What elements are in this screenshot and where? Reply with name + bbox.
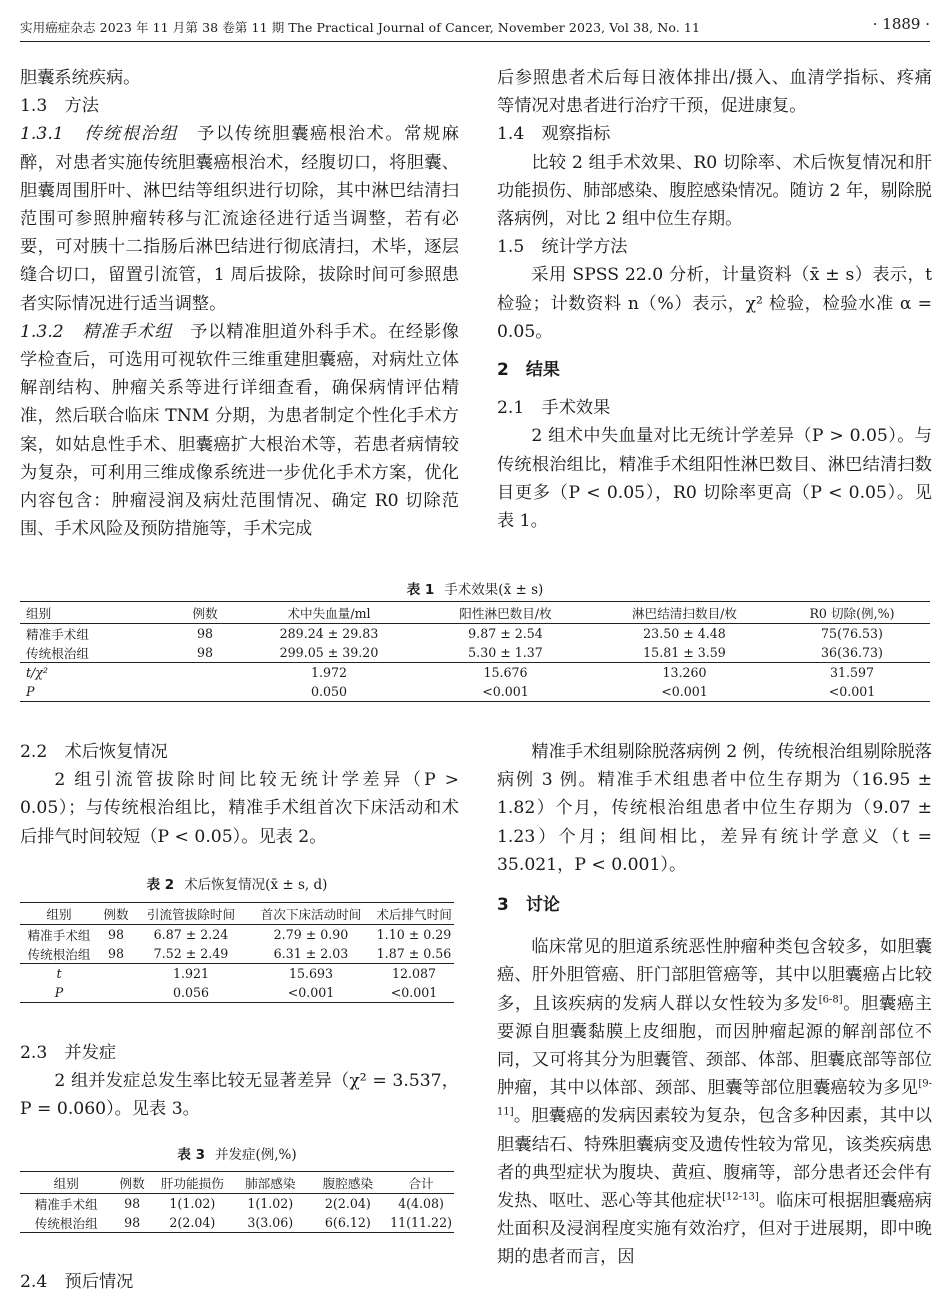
column-header: 肝功能损伤 [152, 1172, 233, 1194]
paragraph-continuation: 后参照患者术后每日液体排出/摄入、血清学指标、疼痛等情况对患者进行治疗干预，促进康复。 [497, 68, 932, 117]
column-header: 阳性淋巴数目/枚 [416, 602, 595, 624]
table-cell: 精准手术组 [26, 627, 89, 642]
discussion-text-d: 。临床可根据胆囊癌病灶面积及浸润程度实施有效治疗，但对于进展期，即中晚期的患者而言，因 [497, 1191, 932, 1268]
table-cell: 7.52 ± 2.49 [153, 946, 229, 961]
column-header: 肺部感染 [233, 1172, 308, 1194]
column-header: 首次下床活动时间 [248, 903, 374, 925]
table-row [20, 1194, 454, 1214]
left-column-bottom [20, 738, 459, 851]
running-header [0, 0, 950, 44]
text-continuation: 胆囊系统疾病。 [20, 68, 141, 88]
table-row [20, 964, 454, 984]
table-cell: 9.87 ± 2.54 [468, 626, 543, 641]
header-rule [20, 41, 930, 42]
subheading-1-3-2: 1.3.2 精准手术组 [20, 321, 173, 342]
table-cell: <0.001 [774, 682, 930, 702]
page-number: · 1889 · [872, 15, 930, 33]
table-cell: 98 [196, 645, 214, 660]
table-cell: 11(11.22) [388, 1213, 454, 1233]
table-1-caption [20, 578, 930, 598]
heading-1-4: 1.4 观察指标 [497, 124, 611, 145]
table-cell: 6.87 ± 2.24 [153, 927, 229, 942]
table-cell: 299.05 ± 39.20 [279, 645, 379, 660]
subheading-1-3-1: 1.3.1 传统根治组 [20, 124, 179, 145]
heading-2-3: 2.3 并发症 [20, 1043, 117, 1063]
table-2-caption [20, 873, 454, 893]
column-header: 组别 [20, 903, 98, 925]
table-cell: 36(36.73) [821, 645, 883, 660]
discussion-text-b: 。胆囊癌主要源自胆囊黏膜上皮细胞，而因肿瘤起源的解剖部位不同，又可将其分为胆囊管、颈部、体部、胆囊底部等部位肿瘤，其中以体部、颈部、胆囊等部位胆囊癌较为多见 [497, 993, 932, 1099]
table-cell: 1.87 ± 0.56 [376, 946, 452, 961]
column-header: 例数 [112, 1172, 151, 1194]
heading-1-5: 1.5 统计学方法 [497, 237, 628, 258]
citation-6-8: [6-8] [818, 993, 843, 1005]
column-header: 淋巴结清扫数目/枚 [595, 602, 774, 624]
table-cell: 传统根治组 [20, 1213, 112, 1233]
table-1-title: 手术效果(x̄ ± s) [444, 582, 544, 598]
paragraph-2-3: 2 组并发症总发生率比较无显著差异（χ² = 3.537，P = 0.060）。见表 3。 [20, 1071, 459, 1120]
table-cell: 23.50 ± 4.48 [643, 626, 726, 641]
table-cell: 2.79 ± 0.90 [273, 927, 349, 942]
table-cell: 传统根治组 [27, 947, 91, 962]
left-column-top [20, 64, 459, 543]
table-cell: <0.001 [374, 983, 454, 1003]
table-3-caption [20, 1143, 454, 1163]
table-row [20, 663, 930, 683]
table-cell: 2(2.04) [152, 1213, 233, 1233]
table-cell: 289.24 ± 29.83 [279, 626, 379, 641]
paragraph-2-2: 2 组引流管拔除时间比较无统计学差异（P > 0.05）；与传统根治组比，精准手术组首次下床活动和术后排气时间较短（P < 0.05）。见表 2。 [20, 770, 459, 847]
heading-2-4: 2.4 预后情况 [20, 1272, 134, 1292]
column-header: 术后排气时间 [374, 903, 454, 925]
table-row [20, 925, 454, 945]
table-cell: 31.597 [774, 663, 930, 683]
table-2 [20, 902, 454, 1003]
section-1-3-1 [20, 120, 459, 317]
paragraph-3 [497, 933, 932, 1271]
table-cell: 98 [107, 927, 125, 942]
table-cell: 4(4.08) [398, 1196, 444, 1211]
discussion-text-a: 临床常见的胆道系统恶性肿瘤种类包含较多，如胆囊癌、肝外胆管癌、肝门部胆管癌等，其中以胆囊癌占比较多，且该疾病的发病人群以女性较为多发 [497, 937, 932, 1014]
discussion-text-c: 。胆囊癌的发病因素较为复杂，包含多种因素，其中以胆囊结石、特殊胆囊病变及遗传性较为常见，该类疾病患者的典型症状为腹块、黄疸、腹痛等，部分患者还会伴有发热、呕吐、恶心等其他症状 [497, 1106, 932, 1212]
table-cell [168, 663, 242, 683]
table-cell: 3(3.06) [233, 1213, 308, 1233]
right-column-bottom [497, 738, 932, 1272]
table-cell: 精准手术组 [27, 928, 91, 943]
table-cell: t [20, 964, 98, 984]
table-row [20, 682, 930, 702]
column-header: R0 切除(例,%) [774, 602, 930, 624]
table-cell [98, 983, 134, 1003]
table-header-row [20, 1172, 454, 1194]
heading-2-1: 2.1 手术效果 [497, 398, 611, 419]
table-cell: <0.001 [595, 682, 774, 702]
table-cell [98, 964, 134, 984]
table-cell: 5.30 ± 1.37 [468, 645, 543, 660]
column-header: 例数 [168, 602, 242, 624]
table-cell: P [20, 983, 98, 1003]
column-header: 组别 [20, 602, 168, 624]
table-2-title: 术后恢复情况(x̄ ± s, d) [184, 877, 328, 893]
journal-citation: 实用癌症杂志 2023 年 11 月第 38 卷第 11 期 The Practical Journal of Cancer, November 2023, Vol 38, No. 11 [20, 20, 701, 35]
left-column-prognosis [20, 1268, 459, 1296]
heading-1-3: 1.3 方法 [20, 96, 99, 117]
heading-2: 2 结果 [497, 360, 560, 381]
heading-2-2: 2.2 术后恢复情况 [20, 742, 168, 762]
table-cell: 6(6.12) [308, 1213, 388, 1233]
table-cell: 6.31 ± 2.03 [273, 946, 349, 961]
table-cell: 15.81 ± 3.59 [643, 645, 726, 660]
table-cell: <0.001 [248, 983, 374, 1003]
table-cell: 传统根治组 [26, 646, 89, 661]
table-3 [20, 1171, 454, 1233]
table-cell: 13.260 [595, 663, 774, 683]
column-header: 术中失血量/ml [242, 602, 416, 624]
left-column-complications [20, 1039, 459, 1124]
table-cell: 12.087 [374, 964, 454, 984]
citation-12-13: [12-13] [722, 1191, 759, 1203]
column-header: 例数 [98, 903, 134, 925]
table-cell: 0.050 [242, 682, 416, 702]
column-header: 腹腔感染 [308, 1172, 388, 1194]
table-cell: 1(1.02) [247, 1196, 294, 1211]
table-cell: 98 [196, 626, 214, 641]
table-cell: 精准手术组 [34, 1197, 98, 1212]
table-header-row [20, 903, 454, 925]
table-cell: 1.972 [242, 663, 416, 683]
paragraph-2-1: 2 组术中失血量对比无统计学差异（P > 0.05）。与传统根治组比，精准手术组阳性淋巴数目、淋巴结清扫数目更多（P < 0.05），R0 切除率更高（P < 0.05）。见表 1。 [497, 426, 932, 532]
table-cell: t/χ² [20, 663, 168, 683]
table-row [20, 944, 454, 964]
table-cell: 98 [107, 946, 125, 961]
right-column-top [497, 64, 932, 535]
paragraph-2-4: 精准手术组剔除脱落病例 2 例，传统根治组剔除脱落病例 3 例。精准手术组患者中位生存期为（16.95 ± 1.82）个月，传统根治组患者中位生存期为（9.07 ± 1.23）个月；组间相比，差异有统计学意义（t = 35.021，P < 0.001）。 [497, 742, 932, 875]
table-header-row [20, 602, 930, 624]
column-header: 合计 [388, 1172, 454, 1194]
paragraph-1-4: 比较 2 组手术效果、R0 切除率、术后恢复情况和肝功能损伤、肺部感染、腹腔感染情况。随访 2 年，剔除脱落病例，对比 2 组中位生存期。 [497, 152, 932, 230]
table-3-label: 表 3 [177, 1147, 205, 1163]
table-cell [168, 682, 242, 702]
paragraph-1-3-2: 予以精准胆道外科手术。在经影像学检查后，可选用可视软件三维重建胆囊癌，对病灶立体解剖结构、肿瘤关系等进行详细查看，确保病情评估精准，然后联合临床 TNM 分期，为患者制定个性化手术方案，如姑息性手术、胆囊癌扩大根治术等，若患者病情较为复杂，可利用三维成像系统进一步优化手术方案，优化内容包含：肿瘤浸润及病灶范围情况、确定 R0 切除范围、手术风险及预防措施等，手术完成 [20, 321, 459, 540]
table-cell: 1(1.02) [169, 1196, 216, 1211]
table-cell: 75(76.53) [821, 626, 883, 641]
heading-3: 3 讨论 [497, 895, 560, 916]
table-1 [20, 601, 930, 702]
paragraph-1-5: 采用 SPSS 22.0 分析，计量资料（x̄ ± s）表示，t 检验；计数资料 n（%）表示，χ² 检验，检验水准 α = 0.05。 [497, 265, 932, 342]
table-cell: 98 [112, 1213, 151, 1233]
table-row [20, 1213, 454, 1233]
table-cell: 15.676 [416, 663, 595, 683]
table-row [20, 624, 930, 644]
table-1-label: 表 1 [406, 582, 435, 598]
table-cell: 98 [124, 1196, 141, 1211]
section-1-3-2 [20, 318, 459, 544]
citation-9-11: [9-11] [497, 1078, 932, 1118]
table-cell: <0.001 [416, 682, 595, 702]
table-row [20, 983, 454, 1003]
table-row [20, 643, 930, 663]
table-cell: P [20, 682, 168, 702]
table-cell: 1.921 [134, 964, 248, 984]
table-cell: 1.10 ± 0.29 [376, 927, 452, 942]
table-2-label: 表 2 [146, 877, 175, 893]
table-cell: 2(2.04) [324, 1196, 371, 1211]
table-3-title: 并发症(例,%) [214, 1147, 297, 1163]
table-cell: 15.693 [248, 964, 374, 984]
paragraph-1-3-1: 予以传统胆囊癌根治术。常规麻醉，对患者实施传统胆囊癌根治术，经腹切口，将胆囊、胆囊周围肝叶、淋巴结等组织进行切除，其中淋巴结清扫范围可参照肿瘤转移与汇流途径进行适当调整，若有必要，可对胰十二指肠后淋巴结进行彻底清扫，术毕，逐层缝合切口，留置引流管，1 周后拔除，拔除时间可参照患者实际情况进行适当调整。 [20, 124, 459, 314]
column-header: 引流管拔除时间 [134, 903, 248, 925]
column-header: 组别 [20, 1172, 112, 1194]
table-cell: 0.056 [134, 983, 248, 1003]
